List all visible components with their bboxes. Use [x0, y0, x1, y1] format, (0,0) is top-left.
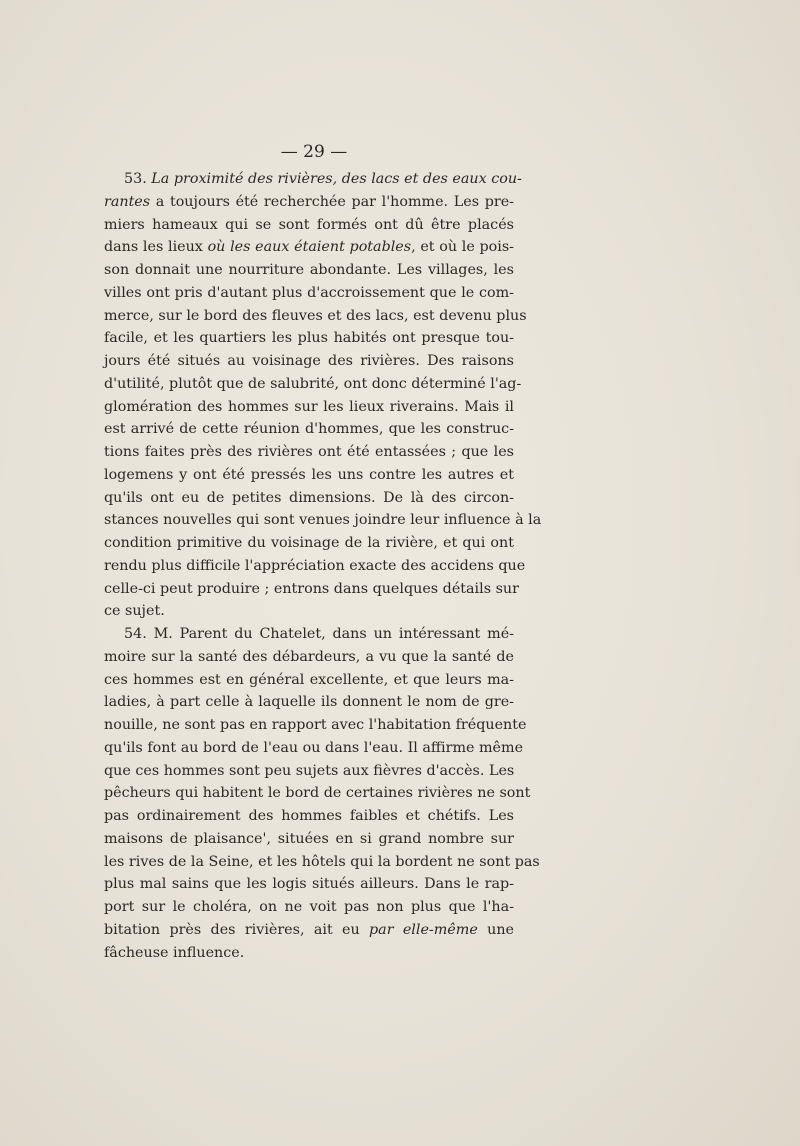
text-segment: nouille, ne sont pas en rapport avec l'habitation fréquente: [104, 717, 527, 733]
text-line: [104, 327, 514, 350]
text-line: [104, 805, 514, 828]
text-segment: plus mal sains que les logis situés ailleurs. Dans le rap-: [104, 876, 514, 893]
text-line: [104, 305, 527, 328]
text-line: [104, 509, 542, 532]
text-segment: stances nouvelles qui sont venues joindre leur influence à la: [104, 512, 542, 529]
page-number: — 29 —: [280, 142, 348, 162]
italic-text: La proximité des rivières, des lacs et des eaux cou-: [151, 171, 522, 187]
text-line: [104, 373, 522, 396]
text-segment: fâcheuse influence.: [104, 944, 245, 961]
text-segment: pas ordinairement des hommes faibles et chétifs. Les: [104, 808, 514, 824]
text-segment: maisons de plaisance', situées en si grand nombre sur: [104, 830, 514, 847]
text-segment: glomération des hommes sur les lieux riverains. Mais il: [104, 398, 514, 415]
text-segment: logemens y ont été pressés les uns contre les autres et: [104, 466, 514, 483]
text-line: [104, 532, 514, 555]
text-line: [104, 214, 514, 237]
text-line: [104, 646, 514, 669]
text-segment: ces hommes est en général excellente, et que leurs ma-: [104, 671, 514, 688]
text-segment: qu'ils font au bord de l'eau ou dans l'eau. Il affirme même: [104, 739, 524, 756]
text-line: [104, 623, 514, 646]
text-line: [104, 282, 514, 305]
text-segment: bitation près des rivières, ait eu: [104, 921, 370, 938]
text-line: [104, 600, 514, 623]
paragraph: [104, 168, 542, 623]
text-line: [104, 350, 514, 373]
text-line: [104, 919, 514, 942]
text-segment: rendu plus difficile l'appréciation exacte des accidens que: [104, 557, 526, 574]
text-segment: ladies, à part celle à laquelle ils donnent le nom de gre-: [104, 694, 514, 711]
italic-text: où les eaux étaient potables: [207, 239, 412, 256]
text-segment: condition primitive du voisinage de la rivière, et qui ont: [104, 535, 514, 551]
text-segment: dans les lieux: [104, 239, 208, 256]
text-segment: son donnait une nourriture abondante. Les villages, les: [104, 262, 514, 278]
text-segment: villes ont pris d'autant plus d'accroissement que le com-: [104, 284, 514, 301]
text-segment: que ces hommes sont peu sujets aux fièvres d'accès. Les: [104, 762, 515, 779]
text-segment: 53.: [124, 171, 152, 187]
text-line: [104, 259, 514, 282]
text-segment: les rives de la Seine, et les hôtels qui la bordent ne sont pas: [104, 853, 540, 870]
text-line: [104, 737, 524, 760]
text-line: [104, 555, 526, 578]
text-line: [104, 760, 514, 783]
text-line: [104, 669, 514, 692]
text-line: [104, 896, 514, 919]
text-line: [104, 828, 514, 851]
text-line: [104, 851, 540, 874]
text-segment: merce, sur le bord des fleuves et des lacs, est devenu plus: [104, 307, 527, 324]
text-line: [104, 396, 514, 419]
text-segment: une: [477, 921, 514, 938]
text-segment: celle-ci peut produire ; entrons dans quelques détails sur: [104, 580, 519, 597]
text-line: [104, 578, 519, 601]
text-segment: 54. M. Parent du Chatelet, dans un intéressant mé-: [124, 626, 514, 642]
text-segment: , et où le pois-: [411, 239, 514, 256]
text-line: [104, 487, 514, 510]
text-line: [104, 168, 522, 191]
body-text: [104, 168, 542, 964]
italic-text: rantes: [104, 193, 151, 210]
text-line: [104, 191, 514, 214]
italic-text: par elle-même: [369, 921, 478, 938]
text-segment: moire sur la santé des débardeurs, a vu que la santé de: [104, 648, 514, 665]
text-segment: ce sujet.: [104, 603, 165, 620]
text-segment: jours été situés au voisinage des rivières. Des raisons: [104, 353, 514, 369]
text-line: [104, 873, 514, 896]
paragraph: [104, 623, 540, 964]
text-line: [104, 782, 531, 805]
text-line: [104, 942, 514, 965]
text-line: [104, 691, 514, 714]
text-segment: d'utilité, plutôt que de salubrité, ont donc déterminé l'ag-: [104, 375, 522, 392]
text-segment: a toujours été recherchée par l'homme. Les pre-: [150, 193, 514, 210]
text-segment: miers hameaux qui se sont formés ont dû être placés: [104, 216, 514, 233]
text-line: [104, 418, 514, 441]
text-segment: qu'ils ont eu de petites dimensions. De là des circon-: [104, 489, 514, 506]
text-line: [104, 464, 514, 487]
text-segment: port sur le choléra, on ne voit pas non plus que l'ha-: [104, 899, 514, 915]
text-segment: facile, et les quartiers les plus habités ont presque tou-: [104, 330, 514, 347]
text-segment: tions faites près des rivières ont été entassées ; que les: [104, 444, 514, 460]
text-line: [104, 441, 514, 464]
text-line: [104, 714, 527, 737]
text-segment: pêcheurs qui habitent le bord de certaines rivières ne sont: [104, 785, 531, 802]
text-line: [104, 236, 514, 259]
text-segment: est arrivé de cette réunion d'hommes, que les construc-: [104, 421, 514, 438]
